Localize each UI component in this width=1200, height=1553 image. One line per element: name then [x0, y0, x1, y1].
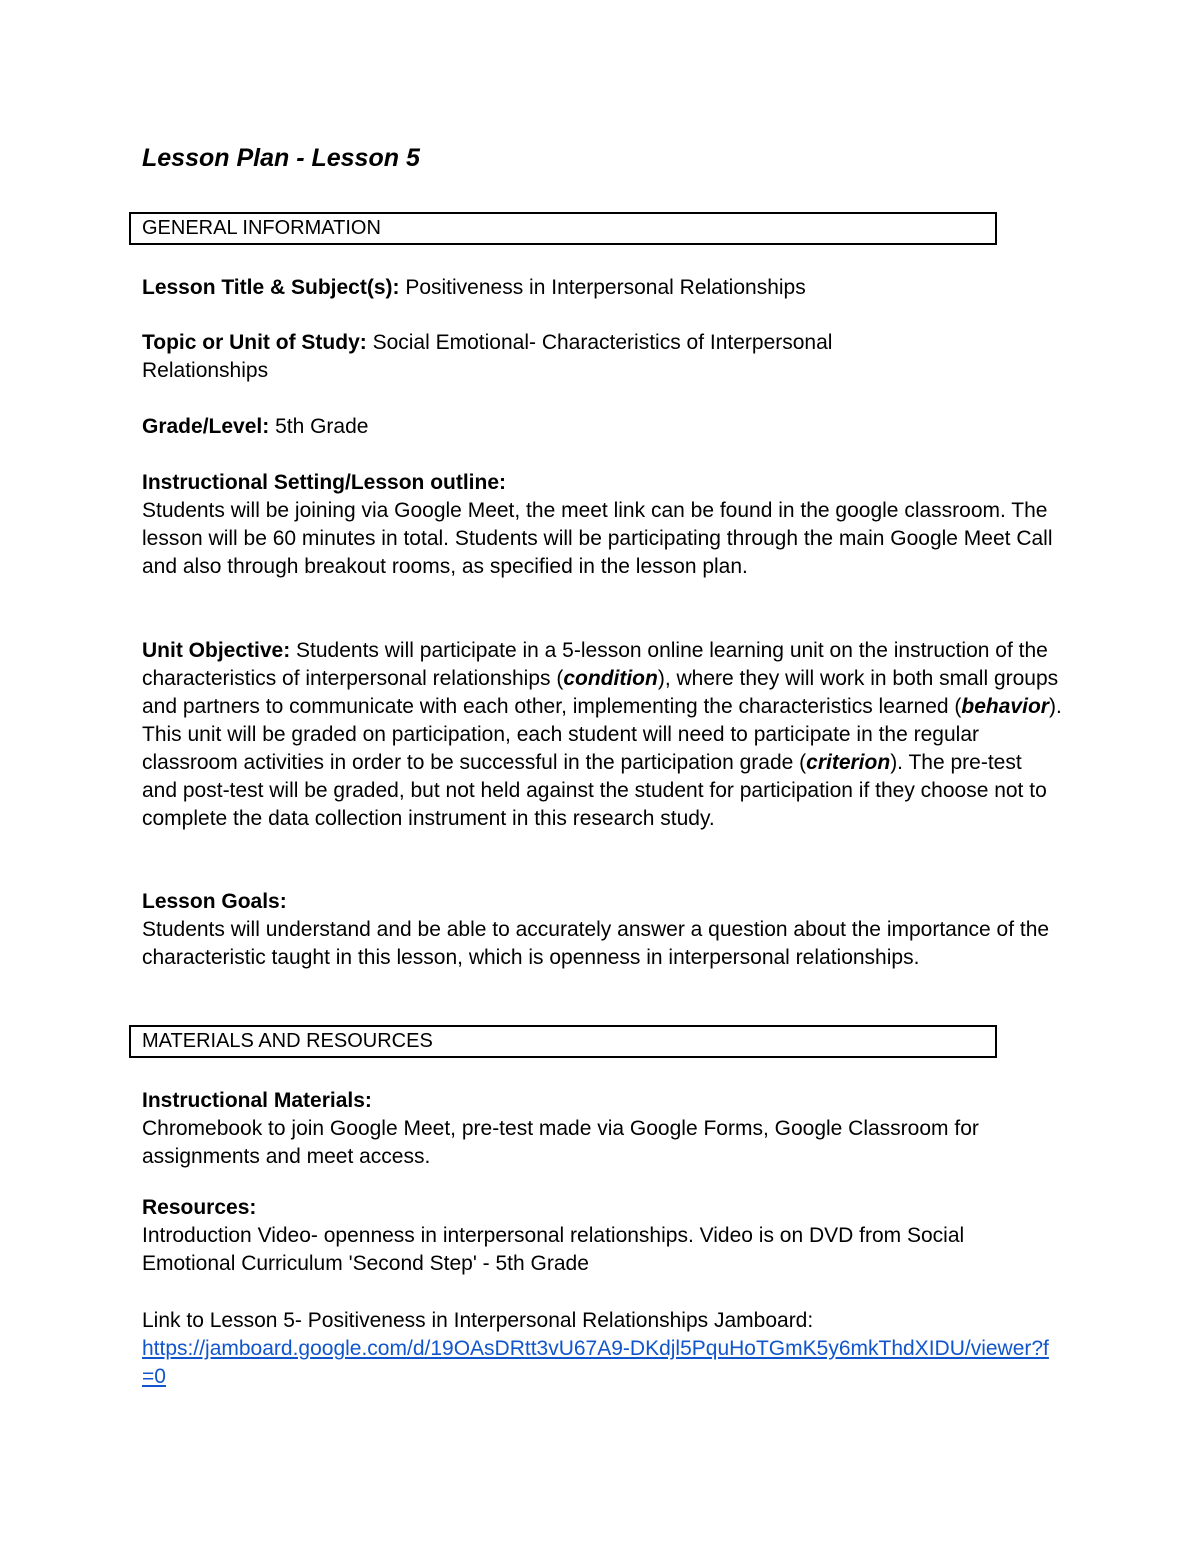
page-title: Lesson Plan - Lesson 5 — [142, 144, 420, 172]
lesson-title-field — [142, 274, 1062, 302]
jamboard-link[interactable]: https://jamboard.google.com/d/19OAsDRtt3vU67A9-DKdjl5PquHoTGmK5y6mkThdXIDU/viewer?f=0 — [142, 1337, 1049, 1388]
unit-objective-text-1: Students will participate in a 5-lesson online learning unit on the instruction of the characteristics of interpersonal relationships ( — [142, 639, 1048, 690]
unit-objective-condition: condition — [563, 667, 658, 690]
resources-label: Resources: — [142, 1196, 257, 1219]
unit-objective-criterion: criterion — [806, 751, 891, 774]
lesson-goals-field — [142, 888, 1062, 972]
lesson-goals-value: Students will understand and be able to accurately answer a question about the importance of the characteristic taught in this lesson, which is openness in interpersonal relationships. — [142, 918, 1050, 969]
topic-value: Social Emotional- Characteristics of Interpersonal Relationships — [142, 331, 833, 382]
instructional-setting-value: Students will be joining via Google Meet, the meet link can be found in the google classroom. The lesson will be 60 minutes in total. Students will be participating through the main Google Meet Call and also through breakout rooms, as specified in the lesson plan. — [142, 499, 1053, 578]
instructional-setting-field — [142, 469, 1062, 581]
unit-objective-text-4: ). The pre-test and post-test will be graded, but not held against the student for participation if they choose not to complete the data collection instrument in this research study. — [142, 751, 1047, 830]
lesson-goals-label: Lesson Goals: — [142, 890, 287, 913]
topic-label: Topic or Unit of Study: — [142, 331, 367, 354]
grade-field — [142, 413, 1062, 441]
instructional-materials-label: Instructional Materials: — [142, 1089, 372, 1112]
jamboard-field — [142, 1307, 1054, 1391]
lesson-title-label: Lesson Title & Subject(s): — [142, 276, 400, 299]
section-header-materials-and-resources: MATERIALS AND RESOURCES — [129, 1025, 997, 1058]
unit-objective-field — [142, 637, 1062, 833]
unit-objective-behavior: behavior — [961, 695, 1049, 718]
instructional-setting-label: Instructional Setting/Lesson outline: — [142, 471, 507, 494]
resources-value: Introduction Video- openness in interpersonal relationships. Video is on DVD from Social Emotional Curriculum 'Second Step' - 5th Grade — [142, 1224, 965, 1275]
instructional-materials-value: Chromebook to join Google Meet, pre-test made via Google Forms, Google Classroom for assignments and meet access. — [142, 1117, 979, 1168]
unit-objective-text-2: ), where they will work in both small groups and partners to communicate with each other, implementing the characteristics learned ( — [142, 667, 1059, 718]
topic-field — [142, 329, 942, 385]
grade-value: 5th Grade — [269, 415, 369, 438]
unit-objective-label: Unit Objective: — [142, 639, 291, 662]
lesson-title-value: Positiveness in Interpersonal Relationships — [399, 276, 806, 299]
grade-label: Grade/Level: — [142, 415, 270, 438]
jamboard-link-text: Link to Lesson 5- Positiveness in Interpersonal Relationships Jamboard: — [142, 1309, 814, 1332]
section-header-general-information: GENERAL INFORMATION — [129, 212, 997, 245]
unit-objective-text-3: ). This unit will be graded on participation, each student will need to participate in the regular classroom activities in order to be successful in the participation grade ( — [142, 695, 1062, 774]
instructional-materials-field — [142, 1087, 1062, 1171]
resources-field — [142, 1194, 1022, 1278]
